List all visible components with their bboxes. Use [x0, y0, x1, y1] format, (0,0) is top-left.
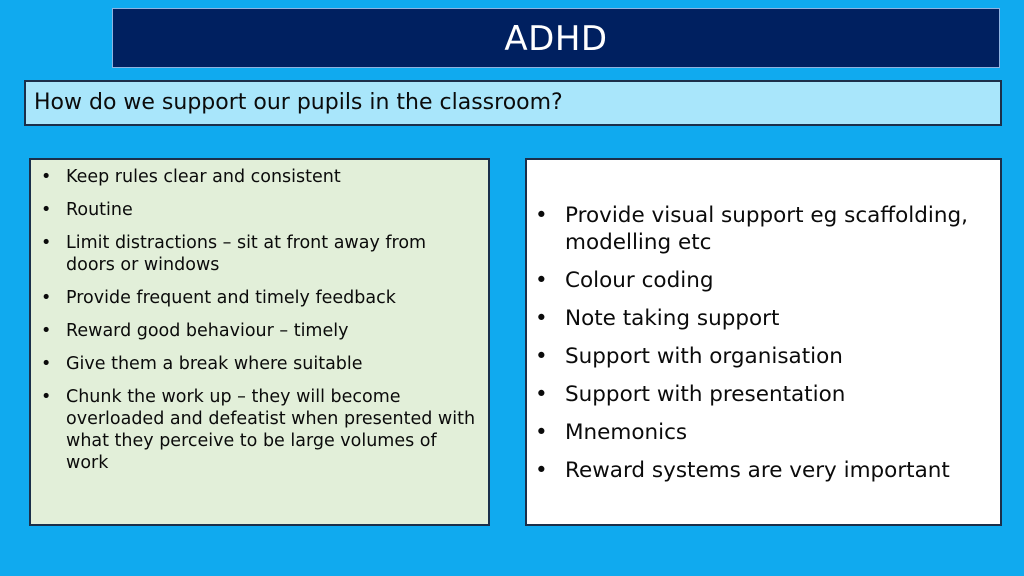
list-item [39, 320, 480, 342]
list-item-text: Colour coding [565, 268, 714, 293]
bullet-icon: • [535, 268, 548, 293]
list-item-text: Limit distractions – sit at front away from doors or windows [66, 233, 427, 275]
left-panel [29, 158, 490, 526]
list-item-text: Reward good behaviour – timely [66, 321, 349, 341]
page-title: ADHD [504, 19, 608, 59]
list-item [533, 305, 990, 332]
list-item [533, 343, 990, 370]
bullet-icon: • [535, 382, 548, 407]
list-item-text: Support with presentation [565, 382, 846, 407]
bullet-icon: • [535, 306, 548, 331]
list-item-text: Note taking support [565, 306, 780, 331]
list-item [533, 267, 990, 294]
list-item [39, 386, 480, 474]
list-item-text: Chunk the work up – they will become overloaded and defeatist when presented with what they perceive to be large volumes of work [66, 387, 476, 473]
bullet-icon: • [41, 233, 52, 253]
list-item [39, 166, 480, 188]
list-item-text: Reward systems are very important [565, 458, 950, 483]
right-panel [525, 158, 1002, 526]
bullet-icon: • [535, 344, 548, 369]
left-bullet-list [39, 166, 480, 474]
bullet-icon: • [41, 167, 52, 187]
bullet-icon: • [41, 200, 52, 220]
list-item [39, 199, 480, 221]
list-item [39, 287, 480, 309]
list-item [533, 419, 990, 446]
list-item-text: Keep rules clear and consistent [66, 167, 341, 187]
list-item-text: Give them a break where suitable [66, 354, 363, 374]
subtitle-bar [24, 80, 1002, 126]
list-item-text: Support with organisation [565, 344, 843, 369]
list-item-text: Mnemonics [565, 420, 688, 445]
list-item [533, 202, 990, 256]
bullet-icon: • [41, 354, 52, 374]
bullet-icon: • [41, 321, 52, 341]
bullet-icon: • [535, 458, 548, 483]
bullet-icon: • [41, 387, 52, 407]
right-bullet-list [533, 202, 990, 484]
title-bar [112, 8, 1000, 68]
bullet-icon: • [535, 203, 548, 228]
list-item [39, 232, 480, 276]
bullet-icon: • [535, 420, 548, 445]
list-item [533, 381, 990, 408]
list-item-text: Provide visual support eg scaffolding, modelling etc [565, 203, 968, 255]
page-subtitle: How do we support our pupils in the classroom? [34, 90, 563, 115]
list-item [39, 353, 480, 375]
list-item [533, 457, 990, 484]
list-item-text: Provide frequent and timely feedback [66, 288, 396, 308]
list-item-text: Routine [66, 200, 133, 220]
bullet-icon: • [41, 288, 52, 308]
